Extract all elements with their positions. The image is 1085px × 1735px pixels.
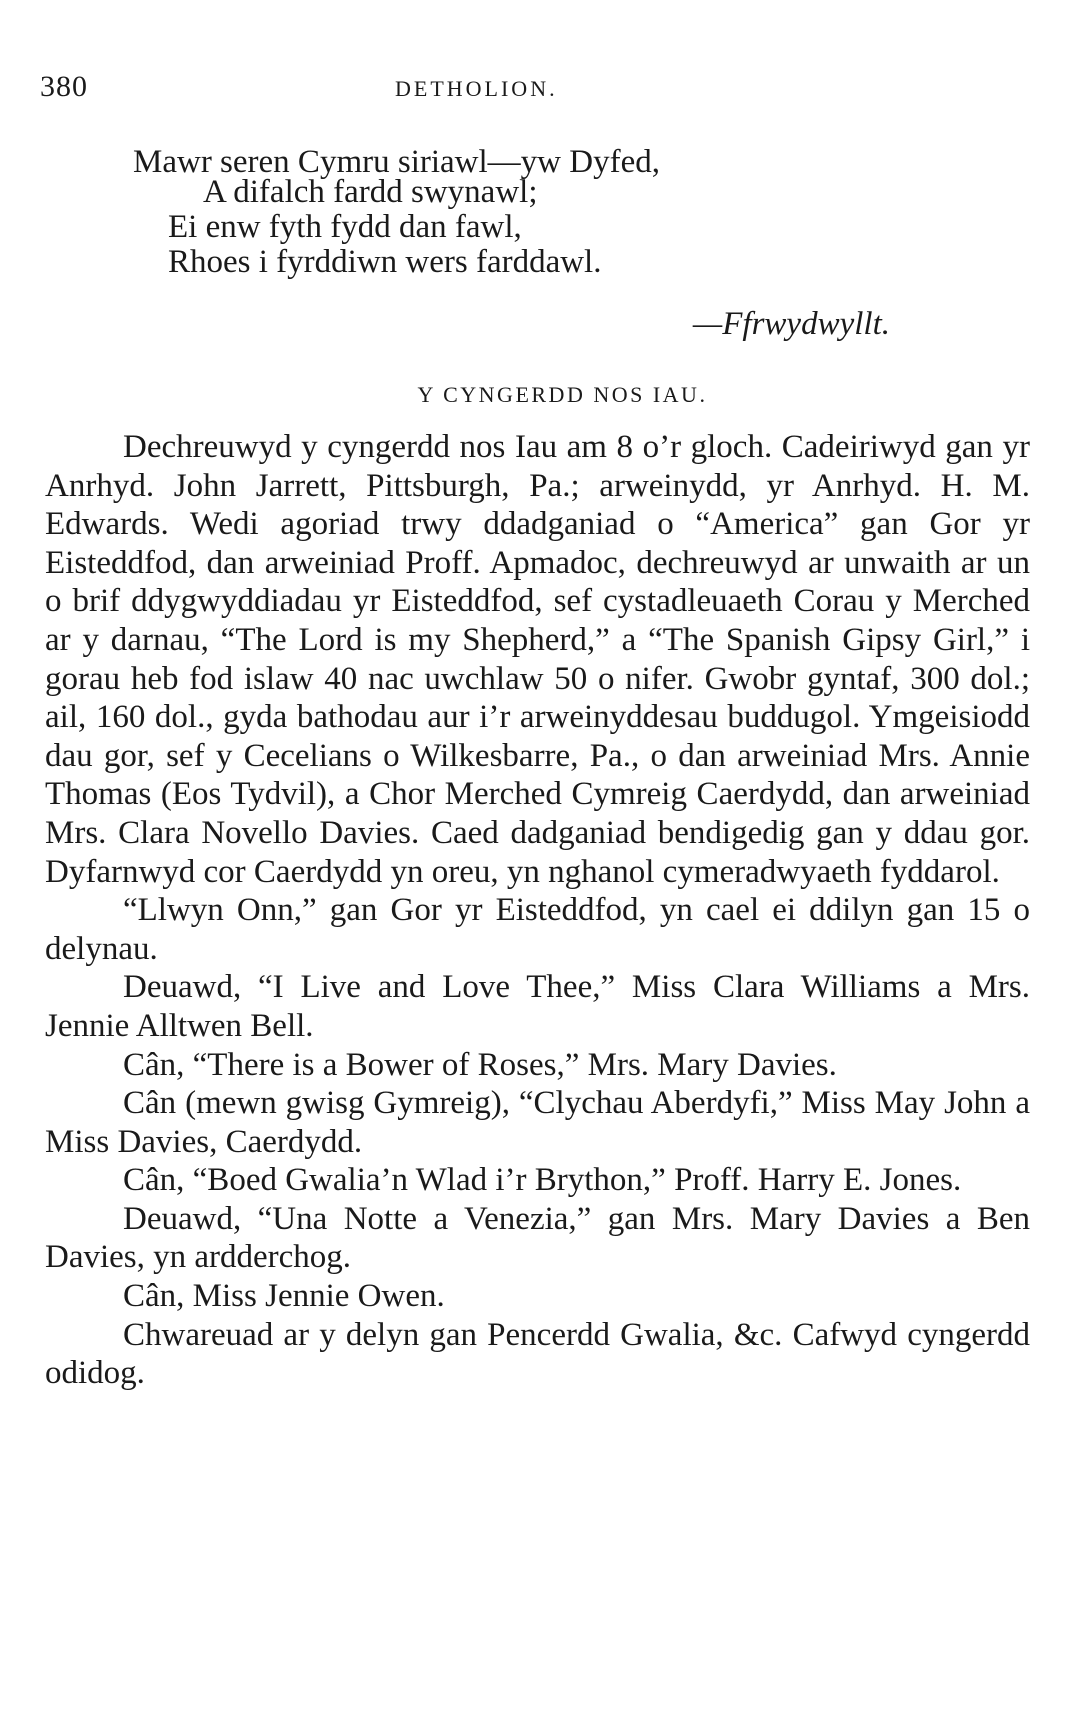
page-header (40, 70, 1030, 110)
paragraph-song-bower: Cân, “There is a Bower of Roses,” Mrs. Mary Davies. (123, 1046, 837, 1083)
paragraph-song-clychau: Cân (mewn gwisg Gymreig), “Clychau Aberdyfi,” Miss May John a Miss Davies, Caerdydd. (45, 1085, 1030, 1160)
poem-attribution: —Ffrwydwyllt. (692, 306, 890, 342)
paragraph-duet-venezia: Deuawd, “Una Notte a Venezia,” gan Mrs. Mary Davies a Ben Davies, yn ardderchog. (45, 1200, 1030, 1276)
section-heading: Y CYNGERDD NOS IAU. (417, 382, 708, 407)
paragraph-duet-live-love: Deuawd, “I Live and Love Thee,” Miss Clara Williams a Mrs. Jennie Alltwen Bell. (45, 969, 1030, 1044)
paragraph-song-gwalia: Cân, “Boed Gwalia’n Wlad i’r Brython,” Proff. Harry E. Jones. (123, 1162, 962, 1199)
body-text (45, 428, 1030, 1393)
poem-line-4: Rhoes i fyrddiwn wers farddawl. (168, 244, 602, 280)
running-title: DETHOLION. (395, 76, 558, 101)
paragraph-llwyn-onn: “Llwyn Onn,” gan Gor yr Eisteddfod, yn cael ei ddilyn gan 15 o delynau. (45, 892, 1030, 967)
paragraph-harp-closing: Chwareuad ar y delyn gan Pencerdd Gwalia, &c. Cafwyd cyngerdd odidog. (45, 1316, 1030, 1392)
poem-line-3: Ei enw fyth fydd dan fawl, (168, 209, 522, 245)
paragraph-song-jennie-owen: Cân, Miss Jennie Owen. (123, 1278, 445, 1315)
page-number: 380 (40, 70, 88, 103)
poem-line-2: A difalch fardd swynawl; (203, 174, 538, 210)
paragraph-concert-intro: Dechreuwyd y cyngerdd nos Iau am 8 o’r gloch. Cadeiriwyd gan yr Anrhyd. John Jarrett, Pittsburgh, Pa.; arweinydd, yr Anrhyd. H. M. Edwards. Wedi agoriad trwy ddadganiad o “America” gan Gor yr Eisteddfod, dan arweiniad Proff. Apmadoc, dechreuwyd ar unwaith ar un o brif ddygwyddiadau yr Eisteddfod, sef cystadleuaeth Corau y Merched ar y darnau, “The Lord is my Shepherd,” a “The Spanish Gipsy Girl,” i gorau heb fod islaw 40 nac uwchlaw 50 o nifer. Gwobr gyntaf, 300 dol.; ail, 160 dol., gyda bathodau aur i’r arweinyddesau buddugol. Ymgeisiodd dau gor, sef y Cecelians o Wilkesbarre, Pa., o dan arweiniad Mrs. Annie Thomas (Eos Tydvil), a Chor Merched Cymreig Caerdydd, dan arweiniad Mrs. Clara Novello Davies. Caed dadganiad bendigedig gan y ddau gor. Dyfarnwyd cor Caerdydd yn oreu, yn nghanol cymeradwyaeth fyddarol. (45, 429, 1030, 890)
poem-line-1: Mawr seren Cymru siriawl—yw Dyfed, (133, 144, 660, 180)
